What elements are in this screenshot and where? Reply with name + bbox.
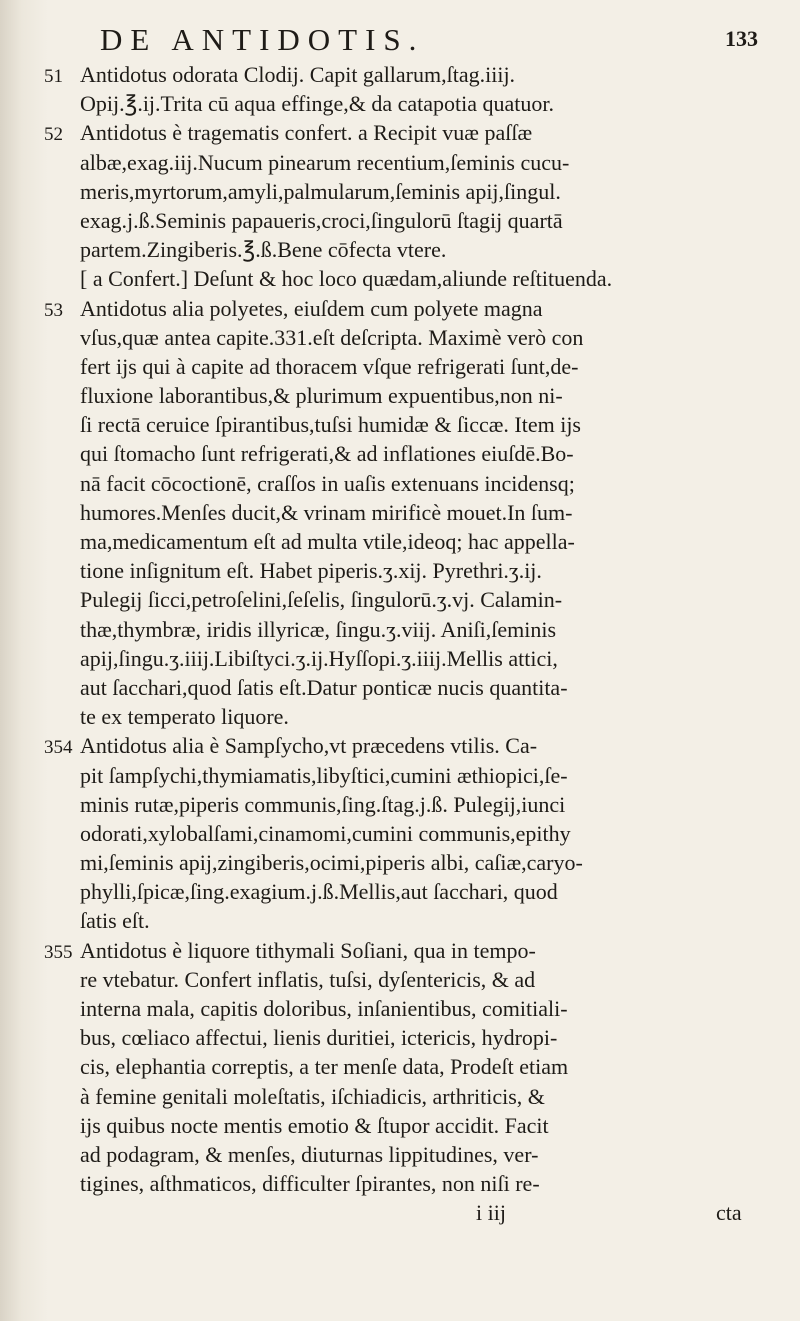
line-text: odorati,xylobalſami,cinamomi,cumini communis,epithy — [80, 820, 571, 846]
text-line — [44, 410, 764, 439]
line-text: Antidotus è tragematis confert. a Recipit vuæ paſſæ — [80, 120, 533, 146]
line-text: fert ijs qui à capite ad thoracem vſque refrigerati ſunt,de- — [80, 353, 579, 379]
text-line — [44, 469, 764, 498]
text-line — [44, 498, 764, 527]
text-line — [44, 1169, 764, 1198]
line-text: tione inſignitum eſt. Habet piperis.ʒ.xij. Pyrethri.ʒ.ij. — [80, 558, 542, 584]
line-text: vſus,quæ antea capite.331.eſt deſcripta. Maximè verò con — [80, 324, 584, 350]
text-line — [44, 60, 764, 89]
entry-number: 53 — [44, 299, 63, 321]
text-line — [44, 177, 764, 206]
catchword: cta — [716, 1200, 742, 1226]
text-line — [44, 352, 764, 381]
text-line — [44, 1140, 764, 1169]
text-line — [44, 89, 764, 118]
entry-number: 355 — [44, 941, 73, 963]
signature-mark: i iij — [476, 1200, 506, 1226]
entry-number: 354 — [44, 737, 73, 759]
line-text: qui ſtomacho ſunt refrigerati,& ad inflationes eiuſdē.Bo- — [80, 441, 574, 467]
page-number: 133 — [725, 26, 758, 51]
text-line — [44, 994, 764, 1023]
line-text: humores.Menſes ducit,& vrinam mirificè mouet.In ſum- — [80, 499, 573, 525]
page-header — [0, 22, 800, 56]
text-line — [44, 1023, 764, 1052]
line-text: fluxione laborantibus,& plurimum expuentibus,non ni- — [80, 383, 563, 409]
page-footer — [44, 1198, 764, 1227]
line-text: thæ,thymbræ, iridis illyricæ, ſingu.ʒ.viij. Aniſi,ſeminis — [80, 616, 557, 642]
text-line — [44, 702, 764, 731]
line-text: Antidotus alia polyetes, eiuſdem cum polyete magna — [80, 295, 543, 321]
line-text: minis rutæ,piperis communis,ſing.ſtag.j.ß. Pulegij,iunci — [80, 791, 566, 817]
text-line — [44, 439, 764, 468]
line-text: Opij.℥.ij.Trita cū aqua effinge,& da catapotia quatuor. — [80, 91, 554, 117]
text-line — [44, 118, 764, 147]
line-text: interna mala, capitis doloribus, inſanientibus, comitiali- — [80, 996, 568, 1021]
line-text: à femine genitali moleſtatis, iſchiadicis, arthriticis, & — [80, 1083, 545, 1109]
line-text: ſi rectā ceruice ſpirantibus,tuſsi humidæ & ſiccæ. Item ijs — [80, 412, 581, 438]
text-line — [44, 294, 764, 323]
line-text: aut ſacchari,quod ſatis eſt.Datur ponticæ nucis quantita- — [80, 674, 568, 700]
entry-number: 51 — [44, 66, 63, 87]
text-block — [44, 60, 764, 1228]
line-text: cis, elephantia correptis, a ter menſe data, Prodeſt etiam — [80, 1054, 569, 1080]
line-text: [ a Confert.] Deſunt & hoc loco quædam,aliunde reſtituenda. — [80, 266, 613, 292]
line-text: mi,ſeminis apij,zingiberis,ocimi,piperis albi, caſiæ,caryo- — [80, 850, 583, 876]
text-line — [44, 585, 764, 614]
text-line — [44, 848, 764, 877]
text-line — [44, 877, 764, 906]
text-line — [44, 1082, 764, 1111]
line-text: apij,ſingu.ʒ.iiij.Libiſtyci.ʒ.ij.Hyſſopi.ʒ.iiij.Mellis attici, — [80, 645, 558, 671]
line-text: partem.Zingiberis.℥.ß.Bene cōfecta vtere. — [80, 237, 447, 263]
line-text: albæ,exag.iij.Nucum pinearum recentium,ſeminis cucu- — [80, 149, 570, 175]
line-text: meris,myrtorum,amyli,palmularum,ſeminis apij,ſingul. — [80, 178, 561, 204]
text-line — [44, 644, 764, 673]
text-line — [44, 615, 764, 644]
line-text: Pulegij ſicci,petroſelini,ſeſelis, ſingulorū.ʒ.vj. Calamin- — [80, 587, 563, 613]
line-text: re vtebatur. Confert inflatis, tuſsi, dyſentericis, & ad — [80, 966, 536, 992]
line-text: ſatis eſt. — [80, 908, 150, 934]
line-text: phylli,ſpicæ,ſing.exagium.j.ß.Mellis,aut ſacchari, quod — [80, 879, 558, 905]
line-text: Antidotus odorata Clodij. Capit gallarum,ſtag.iiij. — [80, 62, 516, 87]
line-text: ma,medicamentum eſt ad multa vtile,ideoq; hac appella- — [80, 529, 575, 554]
line-text: ijs quibus nocte mentis emotio & ſtupor accidit. Facit — [80, 1112, 549, 1138]
line-text: nā facit cōcoctionē, craſſos in uaſis extenuans incidensq; — [80, 470, 575, 496]
text-line — [44, 323, 764, 352]
text-line — [44, 761, 764, 790]
line-text: Antidotus è liquore tithymali Soſiani, qua in tempo- — [80, 937, 536, 963]
entry-number: 52 — [44, 124, 63, 146]
text-line — [44, 556, 764, 585]
text-line — [44, 673, 764, 702]
text-line — [44, 381, 764, 410]
text-line — [44, 527, 764, 556]
text-line — [44, 264, 764, 293]
text-line — [44, 1111, 764, 1140]
line-text: tigines, aſthmaticos, difficulter ſpirantes, non niſi re- — [80, 1171, 540, 1197]
text-line — [44, 819, 764, 848]
text-line — [44, 936, 764, 965]
line-text: pit ſampſychi,thymiamatis,libyſtici,cumini æthiopici,ſe- — [80, 762, 568, 788]
line-text: Antidotus alia è Sampſycho,vt præcedens vtilis. Ca- — [80, 733, 538, 759]
line-text: exag.j.ß.Seminis papaueris,croci,ſingulorū ſtagij quartā — [80, 207, 563, 233]
text-line — [44, 906, 764, 935]
text-line — [44, 790, 764, 819]
line-text: bus, cœliaco affectui, lienis duritiei, ictericis, hydropi- — [80, 1025, 558, 1051]
lines-container — [44, 60, 764, 1198]
text-line — [44, 206, 764, 235]
text-line — [44, 148, 764, 177]
text-line — [44, 1052, 764, 1081]
text-line — [44, 731, 764, 760]
text-line — [44, 965, 764, 994]
text-line — [44, 235, 764, 264]
line-text: te ex temperato liquore. — [80, 704, 289, 730]
running-title: DE ANTIDOTIS. — [100, 22, 425, 57]
line-text: ad podagram, & menſes, diuturnas lippitudines, ver- — [80, 1141, 539, 1167]
